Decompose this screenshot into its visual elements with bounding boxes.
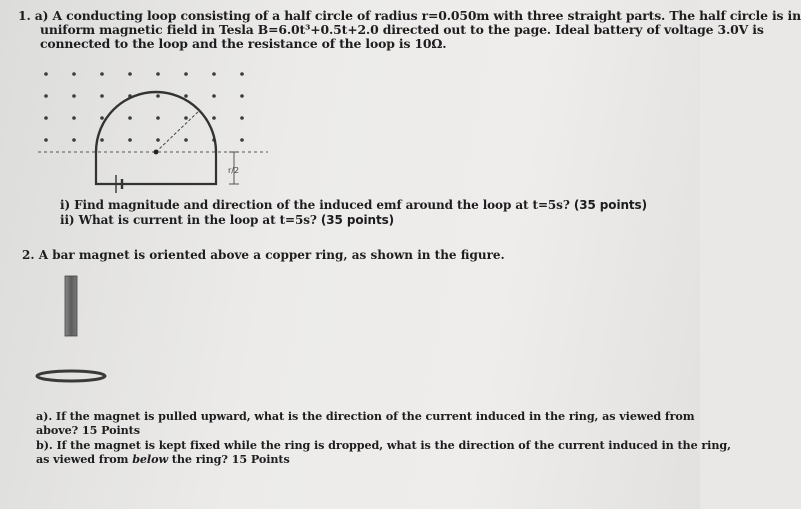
q2-part-b-line-1: b). If the magnet is kept fixed while the ring is dropped, what is the direction of the current induced in the ring, xyxy=(36,438,731,452)
half-circle-wire xyxy=(96,92,216,152)
loop-figure xyxy=(38,62,268,192)
field-dot xyxy=(184,116,188,120)
field-dot xyxy=(240,94,244,98)
q2-stem: 2. A bar magnet is oriented above a copper ring, as shown in the figure. xyxy=(22,248,505,262)
field-dot xyxy=(240,116,244,120)
magnet-ring-figure xyxy=(30,270,120,390)
q2-part-a-line-2: above? 15 Points xyxy=(36,423,140,437)
field-dot xyxy=(100,72,104,76)
field-dot xyxy=(128,72,132,76)
radius-line xyxy=(156,110,200,152)
straight-wire-parts xyxy=(96,152,216,184)
copper-ring xyxy=(37,371,105,381)
center-point xyxy=(154,150,159,155)
field-dot xyxy=(212,72,216,76)
part-i-points: (35 points) xyxy=(573,198,647,212)
q1-line-3: connected to the loop and the resistance of the loop is 10Ω. xyxy=(40,36,447,51)
field-dot xyxy=(156,116,160,120)
field-dot xyxy=(240,72,244,76)
field-dot xyxy=(184,138,188,142)
part-ii-points: (35 points) xyxy=(320,213,395,227)
field-dot xyxy=(44,138,48,142)
field-dot xyxy=(240,138,244,142)
q1-line-1: 1. a) A conducting loop consisting of a half circle of radius r=0.050m with three straight parts. The half circle is in xyxy=(18,8,801,23)
q2-part-b-points: 15 Points xyxy=(231,452,290,466)
field-dot xyxy=(100,94,104,98)
field-dot xyxy=(72,72,76,76)
field-dot xyxy=(128,116,132,120)
part-i-text: i) Find magnitude and direction of the induced emf around the loop at t=5s? (35 points) xyxy=(60,198,647,212)
field-dot xyxy=(100,116,104,120)
field-dot xyxy=(100,138,104,142)
field-dot xyxy=(44,116,48,120)
field-dot xyxy=(156,72,160,76)
field-dot xyxy=(44,72,48,76)
field-dot xyxy=(72,138,76,142)
magnetic-field-dots xyxy=(44,72,244,142)
field-dot xyxy=(72,94,76,98)
field-dot xyxy=(212,116,216,120)
field-dot xyxy=(156,94,160,98)
below-emphasis: below xyxy=(132,452,168,466)
part-ii-text: ii) What is current in the loop at t=5s? (35 points) xyxy=(60,213,395,227)
field-dot xyxy=(72,116,76,120)
q2-part-a-points: 15 Points xyxy=(81,423,140,437)
field-dot xyxy=(128,138,132,142)
field-dot xyxy=(184,94,188,98)
dimension-label: r/2 xyxy=(228,166,240,175)
field-dot xyxy=(156,138,160,142)
q2-part-a-line-1: a). If the magnet is pulled upward, what is the direction of the current induced in the ring, as viewed from xyxy=(36,409,695,423)
field-dot xyxy=(184,72,188,76)
field-dot xyxy=(44,94,48,98)
field-dot xyxy=(212,94,216,98)
q1-line-2: uniform magnetic field in Tesla B=6.0t³+0.5t+2.0 directed out to the page. Ideal battery of voltage 3.0V is xyxy=(40,22,764,37)
q2-part-b-line-2: as viewed from below the ring? 15 Points xyxy=(36,452,290,466)
bar-magnet xyxy=(65,276,77,336)
